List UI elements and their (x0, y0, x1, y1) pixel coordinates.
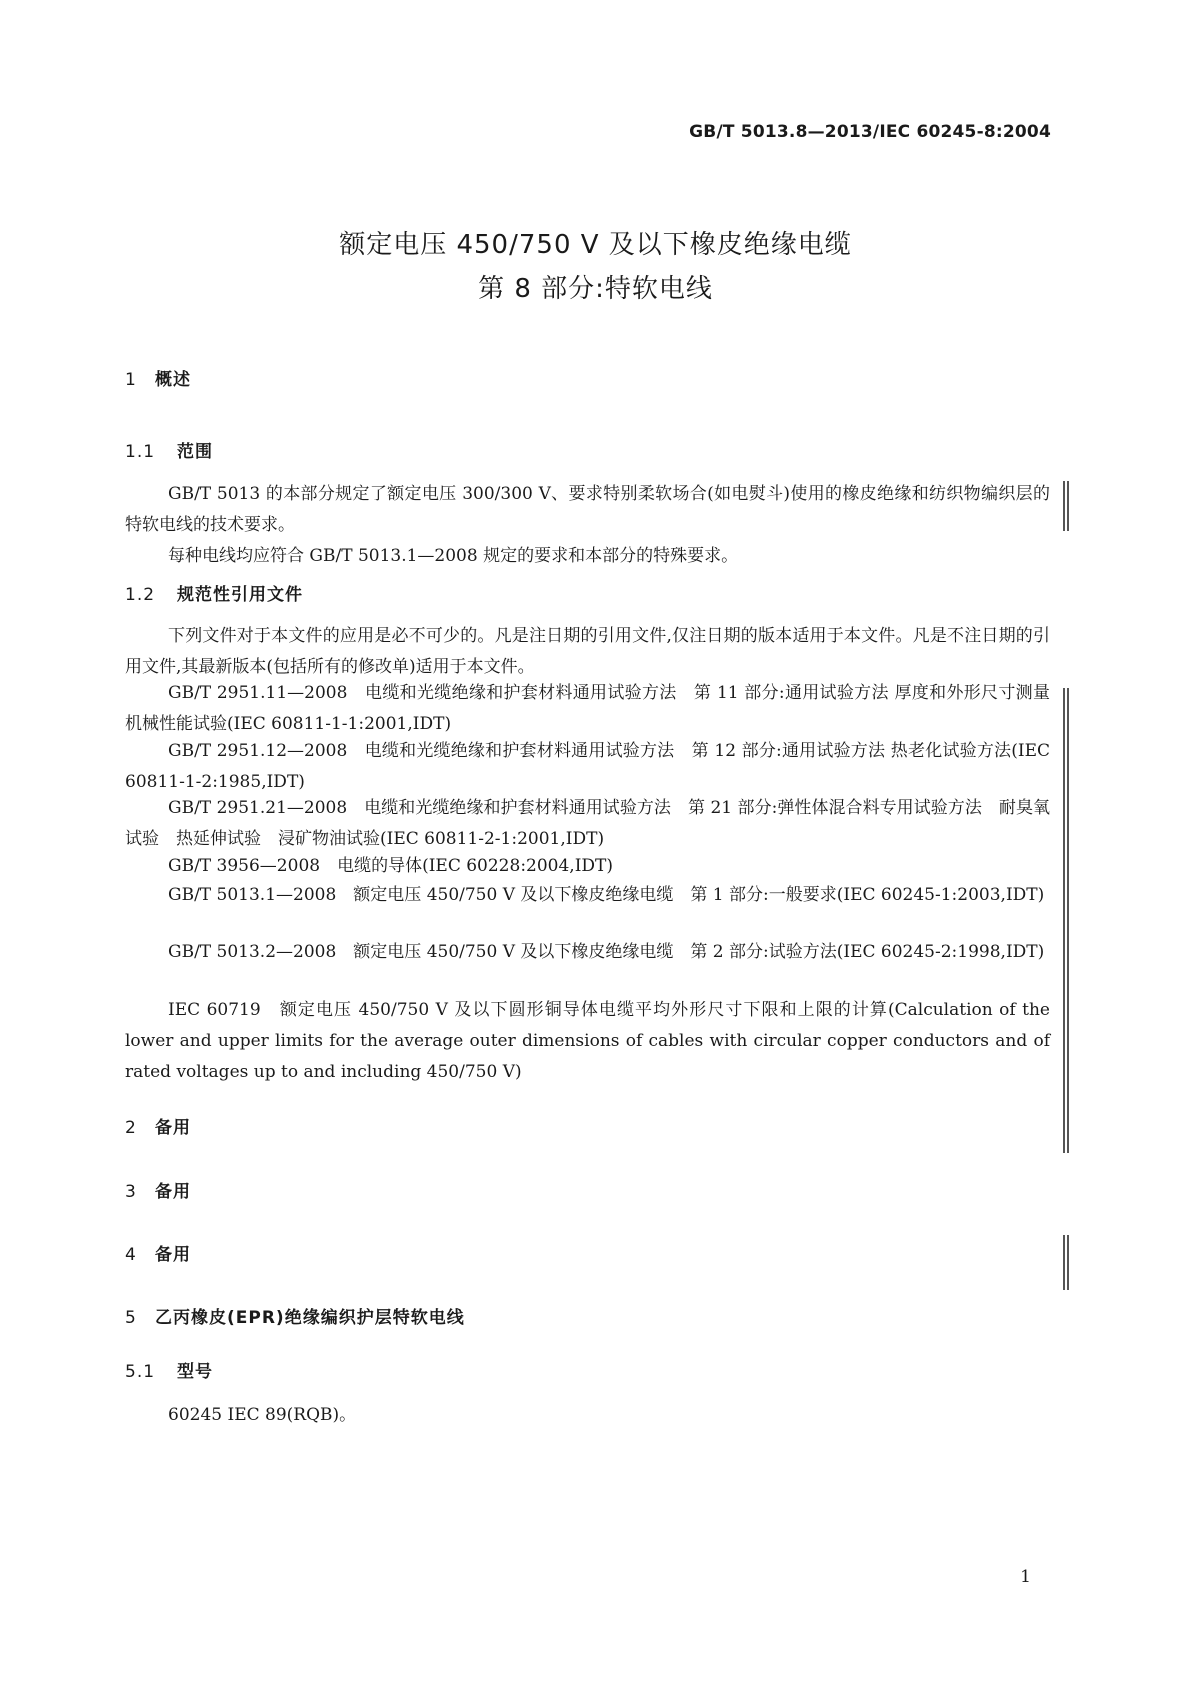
reference-item: GB/T 2951.21—2008 电缆和光缆绝缘和护套材料通用试验方法 第 21 部分:弹性体混合料专用试验方法 耐臭氧试验 热延伸试验 浸矿物油试验(IEC 60811-2-1:2001,IDT) (125, 798, 1050, 849)
heading-5-1 (125, 1357, 213, 1382)
heading-number: 4 (125, 1245, 137, 1265)
change-bar (1063, 481, 1069, 531)
change-bar (1063, 688, 1069, 1153)
heading-number: 1.1 (125, 442, 156, 462)
reference-item: GB/T 2951.11—2008 电缆和光缆绝缘和护套材料通用试验方法 第 11 部分:通用试验方法 厚度和外形尺寸测量 机械性能试验(IEC 60811-1-1:2001,IDT) (125, 683, 1067, 734)
heading-number: 5.1 (125, 1362, 156, 1382)
change-bar (1063, 1235, 1069, 1290)
heading-text: 规范性引用文件 (177, 585, 303, 605)
heading-number: 5 (125, 1308, 137, 1328)
heading-number: 1 (125, 370, 137, 390)
reference-item: IEC 60719 额定电压 450/750 V 及以下圆形铜导体电缆平均外形尺寸下限和上限的计算(Calculation of the lower and upper limits for the average outer dimensions of cables with circular copper conductors and of rated voltages up to and including 450/750 V) (125, 1000, 1050, 1082)
heading-5 (125, 1303, 465, 1328)
reference-item: GB/T 5013.2—2008 额定电压 450/750 V 及以下橡皮绝缘电缆 第 2 部分:试验方法(IEC 60245-2:1998,IDT) (168, 942, 1045, 962)
document-title-line1: 额定电压 450/750 V 及以下橡皮绝缘电缆 (339, 230, 852, 260)
scope-paragraph-2: 每种电线均应符合 GB/T 5013.1—2008 规定的要求和本部分的特殊要求。 (168, 546, 739, 566)
document-title-line2: 第 8 部分:特软电线 (478, 274, 713, 304)
references-intro: 下列文件对于本文件的应用是必不可少的。凡是注日期的引用文件,仅注日期的版本适用于本文件。凡是不注日期的引用文件,其最新版本(包括所有的修改单)适用于本文件。 (125, 626, 1050, 677)
heading-2 (125, 1113, 191, 1138)
heading-text: 乙丙橡皮(EPR)绝缘编织护层特软电线 (155, 1308, 465, 1328)
heading-text: 备用 (155, 1245, 191, 1265)
heading-text: 概述 (155, 370, 191, 390)
reference-item: GB/T 2951.12—2008 电缆和光缆绝缘和护套材料通用试验方法 第 12 部分:通用试验方法 热老化试验方法(IEC 60811-1-2:1985,IDT) (125, 741, 1050, 792)
heading-text: 型号 (177, 1362, 213, 1382)
heading-4 (125, 1240, 191, 1265)
reference-item: GB/T 5013.1—2008 额定电压 450/750 V 及以下橡皮绝缘电缆 第 1 部分:一般要求(IEC 60245-1:2003,IDT) (168, 885, 1045, 905)
standard-number: GB/T 5013.8—2013/IEC 60245-8:2004 (689, 122, 1051, 142)
reference-item: GB/T 3956—2008 电缆的导体(IEC 60228:2004,IDT) (168, 856, 614, 876)
heading-1 (125, 365, 191, 390)
heading-text: 范围 (177, 442, 213, 462)
heading-number: 1.2 (125, 585, 156, 605)
heading-number: 3 (125, 1182, 137, 1202)
model-paragraph: 60245 IEC 89(RQB)。 (168, 1405, 357, 1425)
heading-number: 2 (125, 1118, 137, 1138)
heading-3 (125, 1177, 191, 1202)
page-number: 1 (1020, 1567, 1031, 1587)
heading-1-2 (125, 580, 303, 605)
heading-text: 备用 (155, 1118, 191, 1138)
scope-paragraph-1: GB/T 5013 的本部分规定了额定电压 300/300 V、要求特别柔软场合(如电熨斗)使用的橡皮绝缘和纺织物编织层的特软电线的技术要求。 (125, 484, 1050, 535)
heading-text: 备用 (155, 1182, 191, 1202)
heading-1-1 (125, 437, 213, 462)
